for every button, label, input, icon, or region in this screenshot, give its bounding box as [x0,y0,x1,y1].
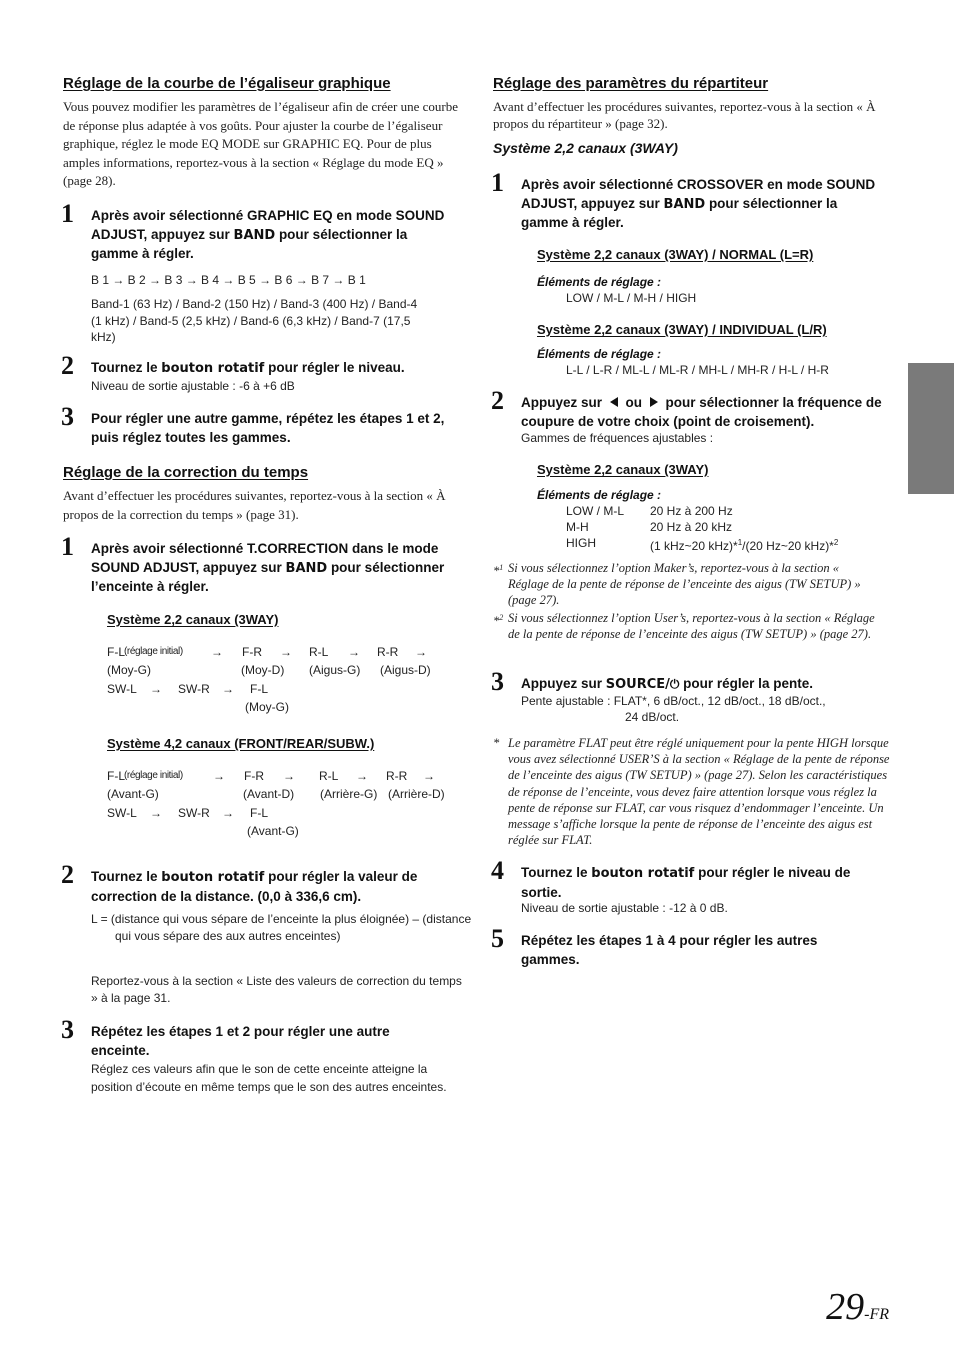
section-heading-crossover: Réglage des paramètres du répartiteur [493,75,769,92]
elements-label: Éléments de réglage : [537,275,662,289]
step-text: Répétez les étapes 1 et 2 pour régler une autre enceinte. [91,1024,390,1058]
speaker-position: (Moy-G) [245,700,289,714]
speaker-label: R-L [319,769,339,783]
arrow-icon: → [222,806,234,820]
step-text: Après avoir sélectionné CROSSOVER en mode SOUND ADJUST, appuyez sur BAND pour sélectionner la gamme à régler. [521,177,876,230]
initial-setting-label: (réglage initial) [124,770,183,781]
arrow-icon: → [356,769,368,783]
step-number: 1 [491,168,504,197]
step-note: Niveau de sortie ajustable : -6 à +6 dB [91,379,295,393]
step-number: 2 [491,386,504,415]
speaker-label: F-L [107,645,125,659]
speaker-position: (Avant-G) [247,824,299,838]
speaker-position: (Aigus-D) [380,663,431,677]
speaker-position: (Avant-G) [107,787,159,801]
footnote-marker: * [493,736,500,750]
speaker-label: R-R [377,645,399,659]
step-number: 1 [61,199,74,228]
arrow-icon: → [213,769,225,783]
arrow-icon: → [283,769,295,783]
step-note: Niveau de sortie ajustable : -12 à 0 dB. [521,901,728,915]
step-note: Réglez ces valeurs afin que le son de cette enceinte atteigne la position d’écoute en même temps que le son des autres enceintes. [91,1062,447,1094]
time-table-reference: Reportez-vous à la section « Liste des valeurs de correction du temps » à la page 31. [91,974,462,1005]
speaker-position: (Arrière-G) [320,787,378,801]
step-number: 3 [61,1015,74,1044]
chapter-tab [908,363,954,494]
rotary-knob-label: bouton rotatif [591,866,695,881]
elements-value: LOW / M-L / M-H / HIGH [566,291,697,305]
subheading-system-2-2: Système 2,2 canaux (3WAY) [107,612,279,627]
section-heading-graphic-eq: Réglage de la courbe de l’égaliseur graphique [63,75,391,92]
freq-range: (1 kHz~20 kHz)*$^1$/(20 Hz~20 kHz)*$^2$ [650,538,839,553]
freq-name: HIGH [566,536,596,550]
step-note: Gammes de fréquences ajustables : [521,431,714,445]
step-text: Tournez le bouton rotatif pour régler le niveau de sortie. [521,865,851,900]
page-number: 29-FR [826,1286,889,1328]
arrow-icon: → [222,682,234,696]
graphic-eq-intro: Vous pouvez modifier les paramètres de l’égaliseur afin de créer une courbe de réponse plus adaptée à vos goûts. Pour ajuster la courbe de l’égaliseur graphique, réglez le mode EQ MODE sur GRAPHIC EQ. Pour de plus amples informations, reportez-vous à la section « Réglage du mode EQ » (page 28). [63,99,459,188]
subheading-individual: Système 2,2 canaux (3WAY) / INDIVIDUAL (L/R) [537,322,827,337]
arrow-icon: → [348,645,360,659]
speaker-position: (Moy-G) [107,663,151,677]
source-key-label: SOURCE/ [605,677,670,692]
power-icon: ⏻ [669,677,680,691]
footnote-marker: *$^1$ [493,563,504,579]
rotary-knob-label: bouton rotatif [161,361,265,376]
step-text: Tournez le bouton rotatif pour régler le niveau. [91,360,405,376]
speaker-label: F-R [244,769,264,783]
subheading-frequency: Système 2,2 canaux (3WAY) [537,462,709,477]
step-note: 24 dB/oct. [625,710,680,724]
freq-range: 20 Hz à 20 kHz [650,520,733,534]
step-number: 1 [61,532,74,561]
freq-range: 20 Hz à 200 Hz [650,504,733,518]
step-text: Après avoir sélectionné GRAPHIC EQ en mode SOUND ADJUST, appuyez sur BAND pour sélectionner la gamme à régler. [91,208,445,261]
elements-label: Éléments de réglage : [537,347,662,361]
step-note: Pente ajustable : FLAT*, 6 dB/oct., 12 dB/oct., 18 dB/oct., [521,694,826,708]
band-key-label: BAND [233,227,276,243]
band-list: Band-1 (63 Hz) / Band-2 (150 Hz) / Band-3 (400 Hz) / Band-4 (1 kHz) / Band-5 (2,5 kHz) / Band-6 (6,3 kHz) / Band-7 (17,5 kHz) [91,297,418,344]
step-number: 2 [61,351,74,380]
freq-name: LOW / M-L [566,504,625,518]
speaker-position: (Avant-D) [243,787,295,801]
subheading-normal: Système 2,2 canaux (3WAY) / NORMAL (L=R) [537,247,814,262]
speaker-label: SW-R [178,682,210,696]
speaker-position: (Aigus-G) [309,663,361,677]
step-text: Appuyez sur SOURCE/⏻ pour régler la pente. [521,676,813,692]
step-number: 4 [491,856,504,885]
step-text: Tournez le bouton rotatif pour régler la valeur de correction de la distance. (0,0 à 336,6 cm). [91,869,418,904]
arrow-icon: → [150,806,162,820]
elements-value: L-L / L-R / ML-L / ML-R / MH-L / MH-R / H-L / H-R [566,363,829,377]
subheading-system-4-2: Système 4,2 canaux (FRONT/REAR/SUBW.) [107,736,375,751]
step-number: 5 [491,924,504,953]
rotary-knob-label: bouton rotatif [161,870,265,885]
initial-setting-label: (réglage initial) [124,646,183,657]
band-key-label: BAND [285,560,328,576]
system-heading: Système 2,2 canaux (3WAY) [493,140,678,156]
speaker-label: SW-R [178,806,210,820]
footnote-1: Si vous sélectionnez l’option Maker’s, reportez-vous à la section « Réglage de la pente de réponse de l’enceinte des aigus (TW SETUP) » (page 27). [508,561,861,608]
freq-name: M-H [566,520,589,534]
speaker-position: (Arrière-D) [388,787,445,801]
distance-formula: L = (distance qui vous sépare de l’enceinte la plus éloignée) – (distance qui vous sépare des aux autres enceintes) [91,912,472,943]
step-text: Répétez les étapes 1 à 4 pour régler les autres gammes. [521,933,818,967]
speaker-label: SW-L [107,806,137,820]
arrow-icon: → [211,645,223,659]
speaker-label: R-L [309,645,329,659]
time-correction-intro: Avant d’effectuer les procédures suivantes, reportez-vous à la section « À propos de la correction du temps » (page 31). [63,488,446,522]
footnote-2: Si vous sélectionnez l’option User’s, reportez-vous à la section « Réglage de la pente de réponse de l’enceinte des aigus (TW SETUP) » (page 27). [508,611,875,642]
step-text: Après avoir sélectionné T.CORRECTION dans le mode SOUND ADJUST, appuyez sur BAND pour sélectionner l’enceinte à régler. [91,541,445,594]
step-number: 3 [61,402,74,431]
speaker-label: R-R [386,769,408,783]
elements-label: Éléments de réglage : [537,488,662,502]
speaker-label: F-L [250,682,268,696]
right-triangle-icon [650,397,658,407]
footnote-flat: Le paramètre FLAT peut être réglé uniquement pour la pente HIGH lorsque vous avez sélectionné USER’S à la section « Réglage de la pente de réponse de l’enceinte des aigus (TW SETUP) » (page 27). Selon les caractéristiques de réponse de l’enceinte, vous devez faire attention lorsque vous réglez la pente de réponse sur FLAT, car vous risquez d’endommager l’enceinte. Un message s’affiche lorsque la pente de réponse de l’enceinte des aigus est réglée sur FLAT. [508,736,890,848]
speaker-label: F-R [242,645,262,659]
arrow-icon: → [150,682,162,696]
step-number: 2 [61,860,74,889]
left-triangle-icon [610,397,618,407]
footnote-marker: *$^2$ [493,613,504,629]
band-sequence: B 1 → B 2 → B 3 → B 4 → B 5 → B 6 → B 7 → B 1 [91,273,366,287]
step-number: 3 [491,667,504,696]
arrow-icon: → [423,769,435,783]
band-key-label: BAND [663,196,706,212]
section-heading-time-correction: Réglage de la correction du temps [63,464,309,481]
speaker-position: (Moy-D) [241,663,285,677]
step-text: Appuyez sur ou pour sélectionner la fréquence de coupure de votre choix (point de croisement). [521,395,882,429]
speaker-label: F-L [107,769,125,783]
crossover-intro: Avant d’effectuer les procédures suivantes, reportez-vous à la section « À propos du répartiteur » (page 32). [493,99,876,131]
arrow-icon: → [415,645,427,659]
arrow-icon: → [280,645,292,659]
speaker-label: SW-L [107,682,137,696]
step-text: Pour régler une autre gamme, répétez les étapes 1 et 2, puis réglez toutes les gammes. [91,411,445,445]
speaker-label: F-L [250,806,268,820]
